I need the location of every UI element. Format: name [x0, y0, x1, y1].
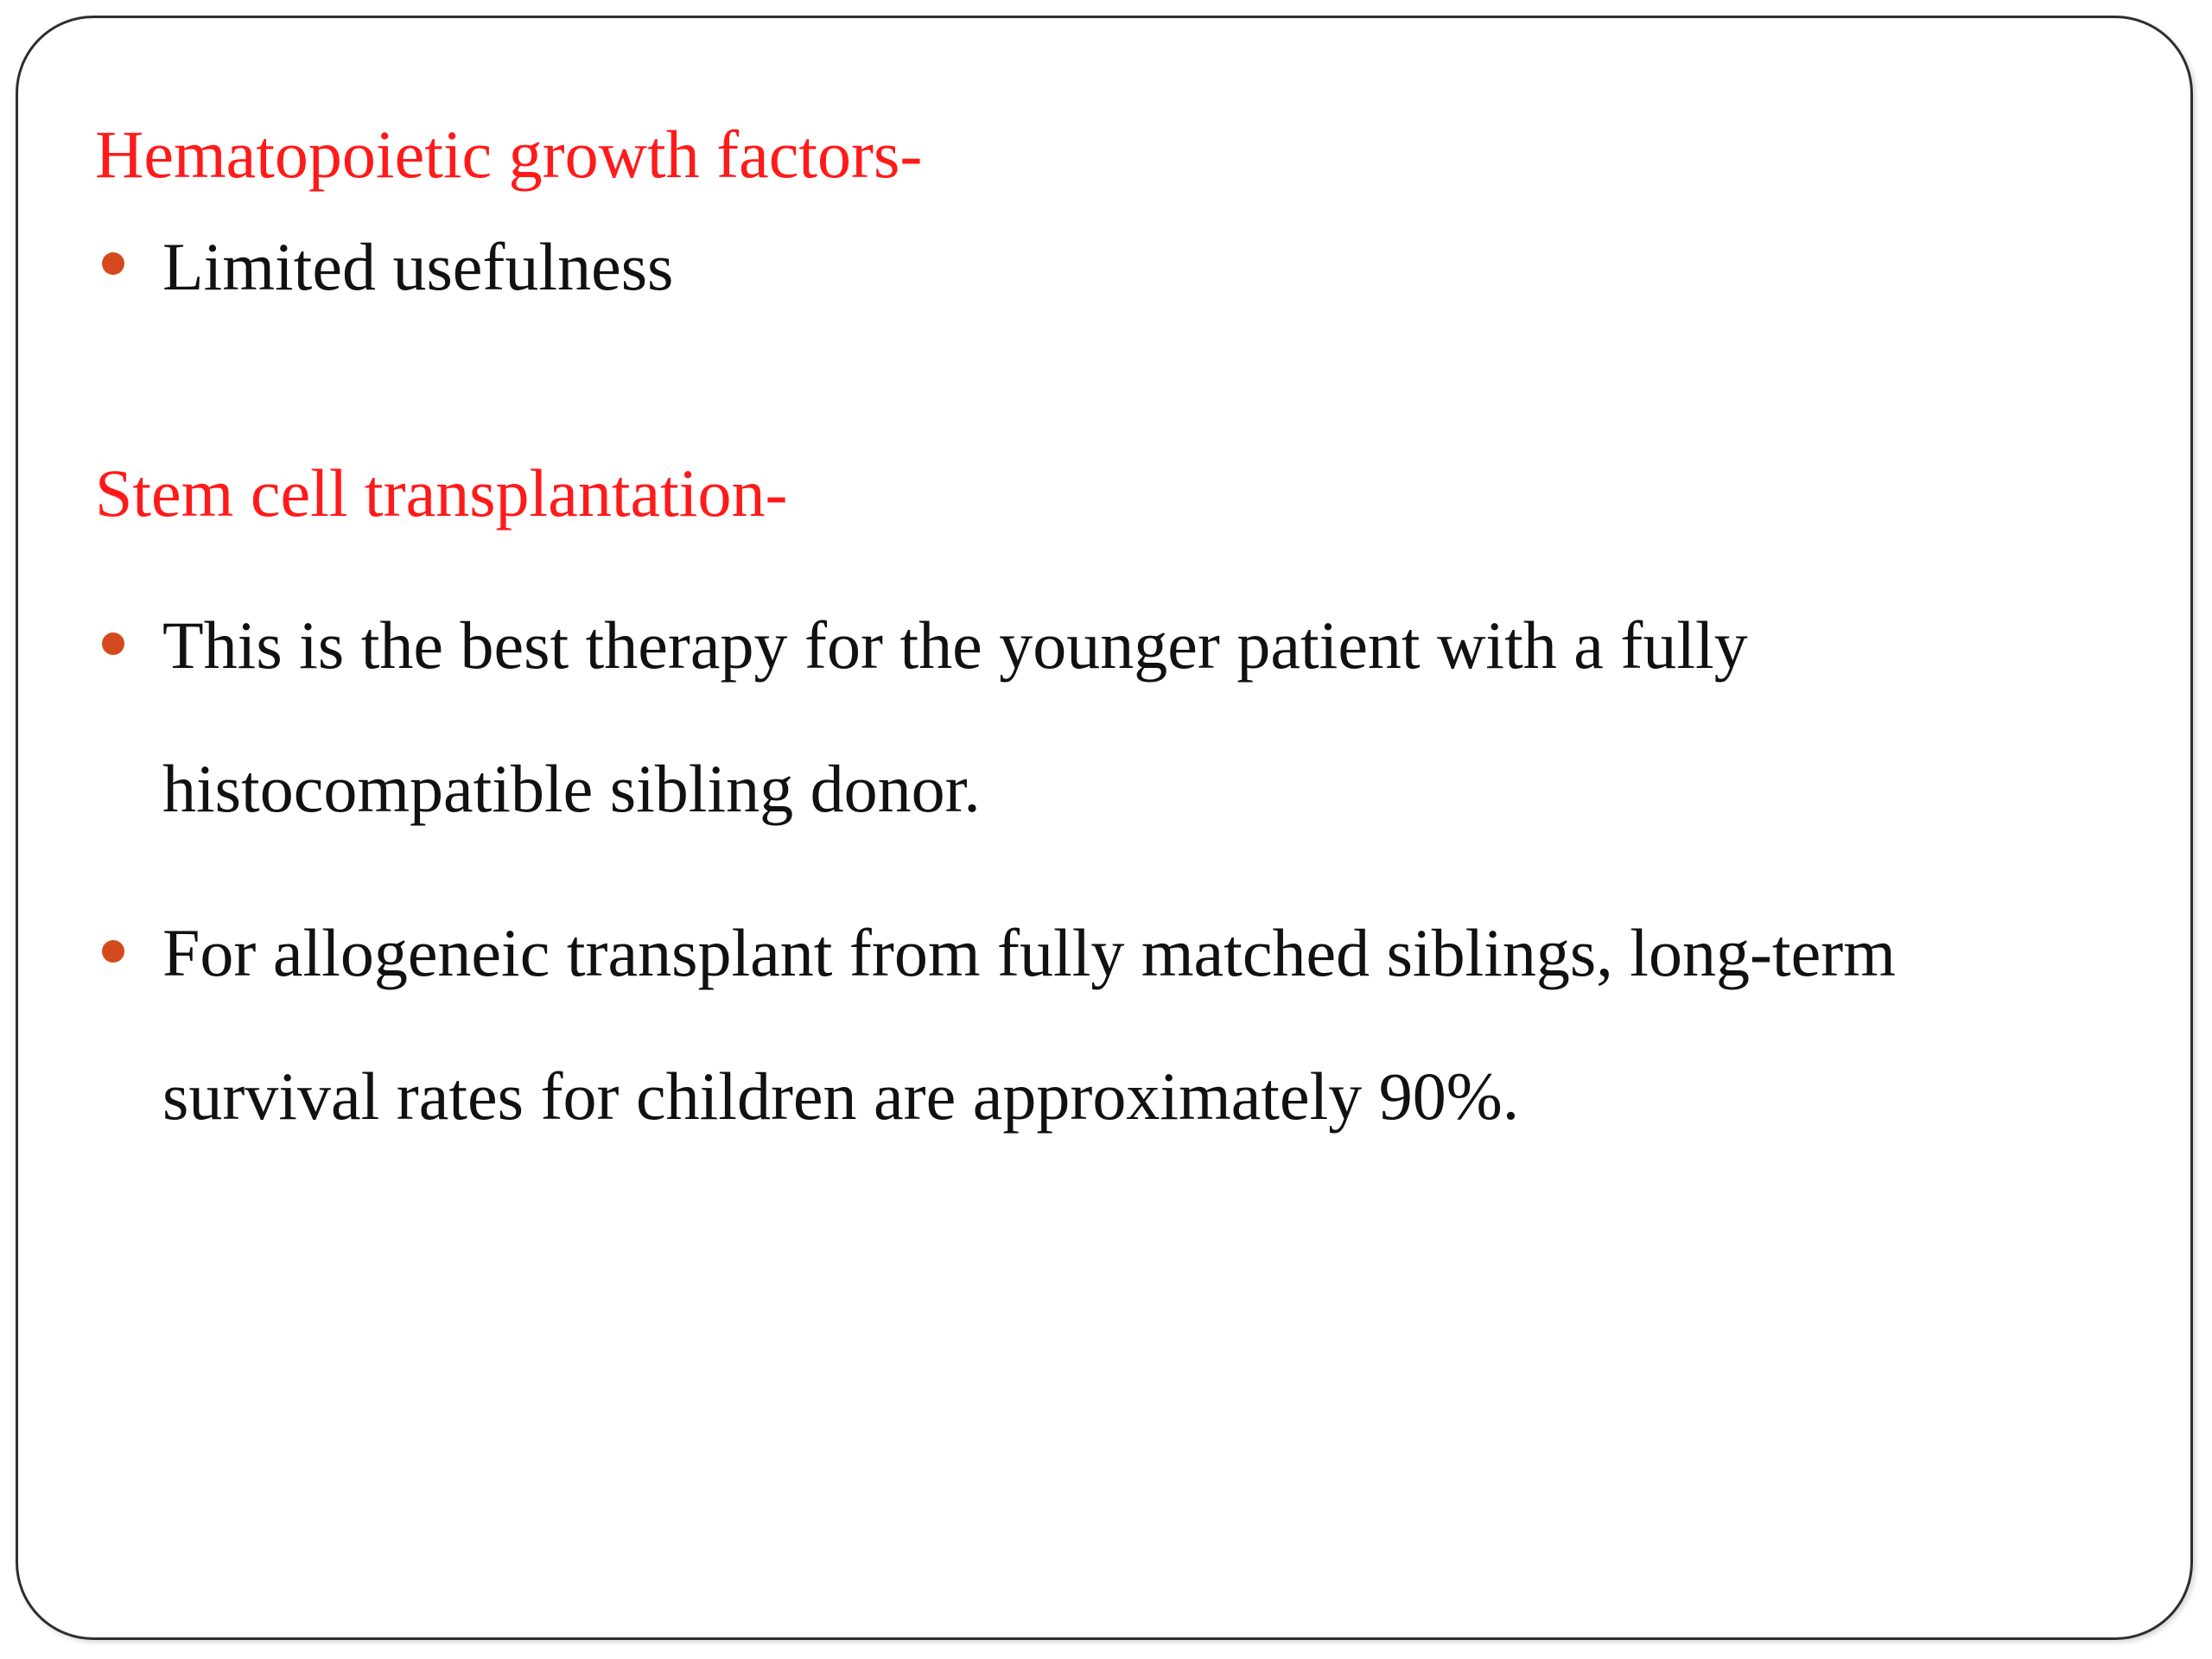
bullet-dot-icon — [102, 632, 124, 655]
heading-stem-cell: Stem cell transplantation- — [95, 455, 788, 531]
bullet-text: This is the best therapy for the younger patient with a fully histocompatible sibling donor. — [162, 607, 1748, 826]
bullet-text: For allogeneic transplant from fully matched siblings, long-term survival rates for children are approximately 90%. — [162, 915, 1896, 1134]
heading-growth-factors: Hematopoietic growth factors- — [95, 117, 923, 192]
bullet-dot-icon — [102, 252, 124, 275]
bullet-dot-icon — [102, 940, 124, 963]
bullet-text: Limited usefulness — [162, 229, 674, 304]
